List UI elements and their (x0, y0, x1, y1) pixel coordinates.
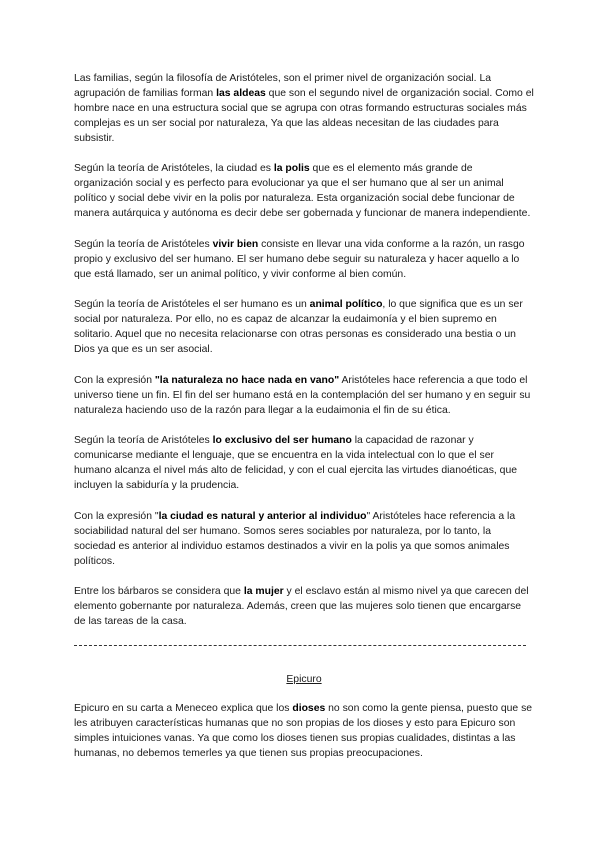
text-segment: consiste en llevar una vida conforme a la razón, un rasgo propio y exclusivo del ser humano. El ser humano debe seguir su naturaleza y hacer aquello a lo que está llamado, ser un animal político, y vivir conforme al bien común. (74, 238, 525, 280)
text-segment: , lo que significa que es un ser social por naturaleza. Por ello, no es capaz de alcanzar la eudaimonía y el bien supremo en solitario. Aquel que no necesita relacionarse con otras personas es considerado una bestia o un Dios ya que es un ser asocial. (74, 299, 523, 355)
paragraph (74, 71, 534, 146)
text-segment: Según la teoría de Aristóteles (74, 238, 213, 250)
paragraph (74, 161, 534, 221)
bold-term: la ciudad es natural y anterior al individuo (158, 510, 367, 522)
text-segment: que es el elemento más grande de organización social y es perfecto para evolucionar ya que el ser humano que al ser un animal político y social debe vivir en la polis por naturaleza. Esta organización social debe funcionar de manera autárquica y autónoma es decir debe ser gobernada y funcionar de manera independiente. (74, 163, 531, 219)
text-segment: Según la teoría de Aristóteles, la ciudad es (74, 163, 274, 174)
text-segment: la capacidad de razonar y comunicarse mediante el lenguaje, que se encuentra en la vida intelectual con lo que el ser humano alcanza el nivel más alto de felicidad, y con el cual ejercita las virtudes dianoéticas, que incluyen la sabiduría y la prudencia. (74, 435, 518, 491)
paragraph (74, 701, 534, 761)
text-segment: Según la teoría de Aristóteles (74, 435, 213, 446)
section-heading-epicuro: Epicuro (286, 673, 322, 685)
text-segment: no son como la gente piensa, puesto que se les atribuyen características humanas que no son propias de los dioses y esto para Epicuro son simples intuiciones vanas. Ya que como los dioses tienen sus propias cualidades, distintas a las humanas, no debemos temerles ya que tienen sus propias preocupaciones. (74, 702, 533, 759)
text-segment: Aristóteles hace referencia a que todo el universo tiene un fin. El fin del ser humano está en la contemplación del ser humano y en seguir su naturaleza haciendo uso de la razón para llegar a la eudaimonia el fin de su ética. (74, 374, 531, 416)
epicuro-section (74, 701, 534, 761)
text-segment: Con la expresión " (74, 510, 159, 522)
bold-term: animal político (309, 299, 383, 310)
text-segment: Las familias, según la filosofía de Aristóteles, son el primer nivel de organización social. La agrupación de familias forman (74, 73, 491, 99)
document-body (74, 71, 534, 776)
paragraph (74, 509, 534, 569)
paragraph (74, 373, 534, 418)
bold-term: lo exclusivo del ser humano (212, 435, 352, 446)
paragraph (74, 237, 534, 282)
paragraph (74, 584, 534, 629)
bold-term: la polis (273, 163, 310, 174)
bold-term: la mujer (243, 586, 284, 597)
paragraph (74, 433, 534, 493)
text-segment: " Aristóteles hace referencia a la sociabilidad natural del ser humano. Somos seres sociables por naturaleza, por lo tanto, la sociedad es anterior al individuo estamos destinados a vivir en la polis ya que somos animales políticos. (74, 510, 516, 567)
bold-term: dioses (292, 702, 326, 714)
text-segment: que son el segundo nivel de organización social. Como el hombre nace en una estructura social que se agrupa con otras formando estructuras sociales más complejas es un ser social por naturaleza, Ya que las aldeas necesitan de las ciudades para subsistir. (74, 88, 534, 144)
bold-term: vivir bien (212, 238, 259, 250)
paragraph (74, 297, 534, 357)
bold-term: "la naturaleza no hace nada en vano" (154, 374, 340, 386)
text-segment: Según la teoría de Aristóteles el ser humano es un (74, 299, 310, 310)
text-segment: Epicuro en su carta a Meneceo explica que los (74, 702, 293, 714)
text-segment: Entre los bárbaros se considera que (74, 586, 244, 597)
text-segment: y el esclavo están al mismo nivel ya que carecen del elemento gobernante por naturaleza. Además, creen que las mujeres solo tienen que encargarse de las tareas de la casa. (74, 586, 529, 627)
aristoteles-section (74, 71, 534, 629)
dashed-divider (74, 645, 526, 646)
text-segment: Con la expresión (74, 374, 155, 386)
bold-term: las aldeas (216, 88, 266, 99)
